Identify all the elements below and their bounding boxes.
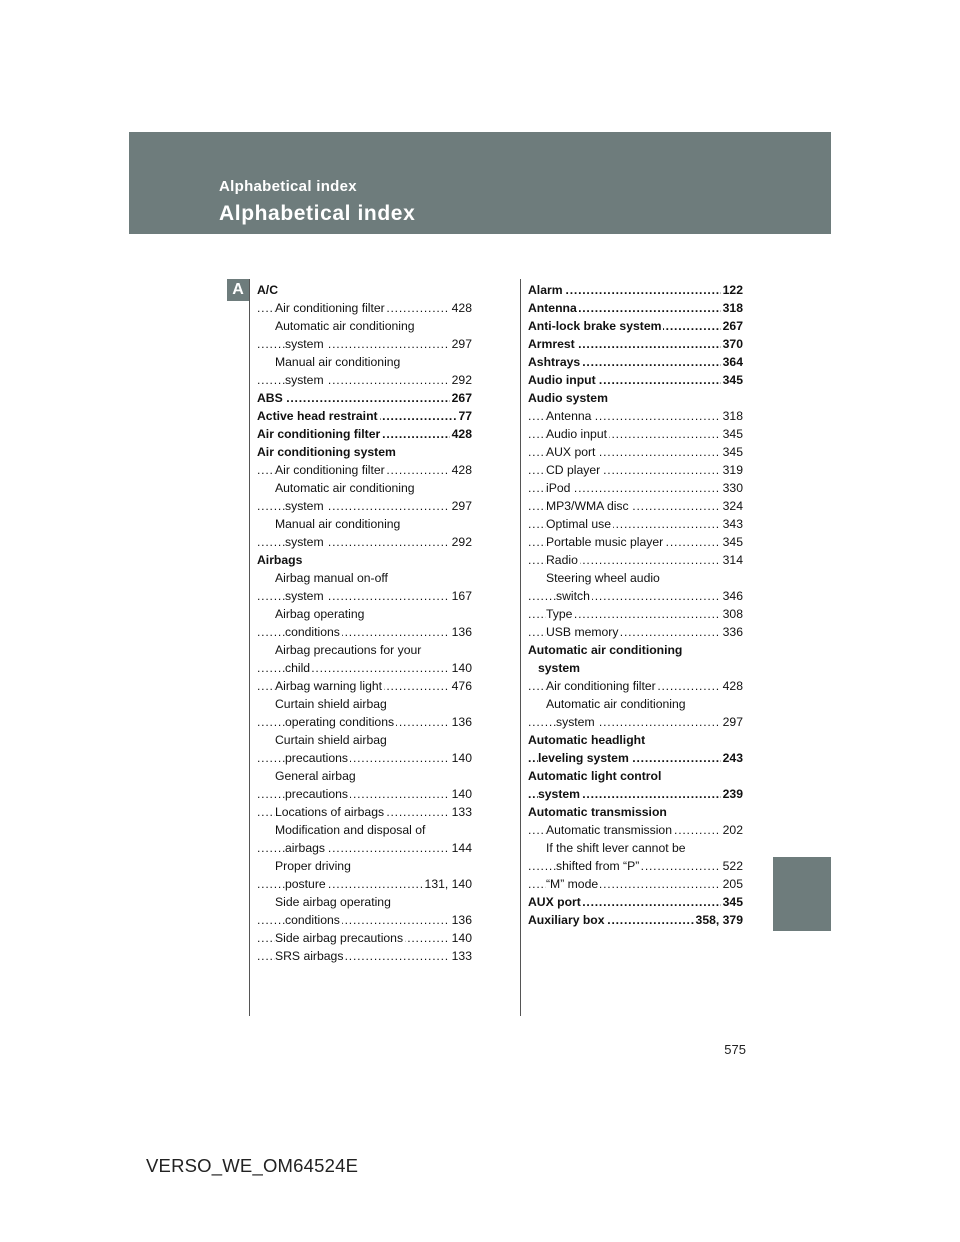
index-entry-page: 346 bbox=[722, 589, 743, 603]
index-entry-page: 133 bbox=[451, 949, 472, 963]
index-entry bbox=[528, 515, 743, 533]
index-entry-page: 144 bbox=[451, 841, 472, 855]
index-entry-label: Steering wheel audio bbox=[546, 571, 660, 585]
index-entry-label: SRS airbags bbox=[275, 949, 344, 963]
thumb-tab bbox=[773, 857, 831, 931]
index-entry-label: Modification and disposal of bbox=[275, 823, 426, 837]
index-entry-page: 336 bbox=[722, 625, 743, 639]
index-entry-label: Manual air conditioning bbox=[275, 355, 401, 369]
page-header bbox=[129, 132, 831, 234]
index-entry-label: Automatic headlight bbox=[528, 733, 646, 747]
index-entry bbox=[528, 785, 743, 803]
index-entry-label: switch bbox=[556, 589, 590, 603]
index-entry-page: 319 bbox=[722, 463, 743, 477]
index-entry-page: 136 bbox=[451, 715, 472, 729]
index-entry-page: 136 bbox=[451, 913, 472, 927]
index-entry-page: 428 bbox=[451, 427, 472, 441]
index-entry-label: Side airbag operating bbox=[275, 895, 391, 909]
index-entry-label: system bbox=[538, 787, 581, 801]
index-entry bbox=[528, 407, 743, 425]
index-entry bbox=[257, 749, 472, 767]
index-entry-label: AUX port bbox=[528, 895, 581, 909]
index-entry bbox=[528, 551, 743, 569]
index-entry-label: Portable music player bbox=[546, 535, 664, 549]
index-entry-label: precautions bbox=[285, 787, 349, 801]
index-entry bbox=[257, 893, 472, 911]
index-entry bbox=[257, 407, 472, 425]
index-entry-page: 428 bbox=[451, 301, 472, 315]
index-entry-label: leveling system bbox=[538, 751, 629, 765]
index-entry bbox=[257, 695, 472, 713]
index-entry-page: 345 bbox=[722, 373, 743, 387]
index-entry-label: AUX port bbox=[546, 445, 596, 459]
index-entry-page: 324 bbox=[722, 499, 743, 513]
index-entry bbox=[257, 731, 472, 749]
index-entry-page: 243 bbox=[722, 751, 743, 765]
index-entry-label: Armrest bbox=[528, 337, 575, 351]
index-entry-label: Automatic air conditioning bbox=[275, 481, 415, 495]
index-entry-label: A/C bbox=[257, 283, 278, 297]
index-entry-page: 205 bbox=[722, 877, 743, 891]
index-entry bbox=[257, 659, 472, 677]
index-entry bbox=[528, 857, 743, 875]
index-entry-label: Manual air conditioning bbox=[275, 517, 401, 531]
index-entry bbox=[528, 821, 743, 839]
index-entry-label: Automatic transmission bbox=[546, 823, 672, 837]
index-entry bbox=[528, 605, 743, 623]
index-entry-label: posture bbox=[285, 877, 326, 891]
index-entry-label: Automatic air conditioning bbox=[275, 319, 415, 333]
index-entry bbox=[257, 821, 472, 839]
index-entry-label: If the shift lever cannot be bbox=[546, 841, 686, 855]
index-entry-page: 136 bbox=[451, 625, 472, 639]
index-entry-label: Radio bbox=[546, 553, 578, 567]
index-entry-label: Air conditioning filter bbox=[546, 679, 656, 693]
index-entry-page: 297 bbox=[722, 715, 743, 729]
index-entry bbox=[528, 425, 743, 443]
index-entry-page: 476 bbox=[451, 679, 472, 693]
index-column-left bbox=[257, 281, 472, 965]
index-entry-label: Automatic transmission bbox=[528, 805, 667, 819]
index-entry-label: shifted from “P” bbox=[556, 859, 640, 873]
index-entry-label: Automatic air conditioning bbox=[546, 697, 686, 711]
index-entry-label: General airbag bbox=[275, 769, 356, 783]
index-entry-label: Ashtrays bbox=[528, 355, 581, 369]
index-entry bbox=[257, 785, 472, 803]
index-entry bbox=[528, 443, 743, 461]
index-entry bbox=[528, 677, 743, 695]
index-entry-label: conditions bbox=[285, 913, 340, 927]
index-entry-page: 330 bbox=[722, 481, 743, 495]
index-entry-label: Curtain shield airbag bbox=[275, 697, 387, 711]
index-entry-page: 343 bbox=[722, 517, 743, 531]
index-entry bbox=[257, 803, 472, 821]
index-entry-label: Curtain shield airbag bbox=[275, 733, 387, 747]
index-entry bbox=[257, 317, 472, 335]
index-entry bbox=[257, 857, 472, 875]
index-entry-label: system bbox=[285, 589, 324, 603]
index-entry-page: 239 bbox=[722, 787, 743, 801]
index-entry bbox=[257, 353, 472, 371]
index-entry-page: 167 bbox=[451, 589, 472, 603]
index-entry-label: Airbag warning light bbox=[275, 679, 383, 693]
index-entry-page: 318 bbox=[722, 301, 743, 315]
index-entry bbox=[528, 335, 743, 353]
index-entry bbox=[528, 803, 743, 821]
index-entry bbox=[528, 911, 743, 929]
index-entry-page: 345 bbox=[722, 445, 743, 459]
index-entry-page: 345 bbox=[722, 427, 743, 441]
index-entry-label: Air conditioning system bbox=[257, 445, 396, 459]
index-entry bbox=[257, 443, 472, 461]
index-entry bbox=[257, 875, 472, 893]
index-entry-label: Airbag operating bbox=[275, 607, 365, 621]
column-divider-left bbox=[249, 279, 250, 1016]
index-entry-page: 428 bbox=[722, 679, 743, 693]
index-entry-label: Airbags bbox=[257, 553, 303, 567]
index-entry-page: 292 bbox=[451, 535, 472, 549]
index-entry bbox=[528, 497, 743, 515]
index-entry bbox=[528, 875, 743, 893]
index-entry bbox=[257, 605, 472, 623]
index-entry-page: 140 bbox=[451, 751, 472, 765]
section-label: Alphabetical index bbox=[219, 178, 357, 195]
index-entry-page: 364 bbox=[722, 355, 743, 369]
index-entry bbox=[528, 281, 743, 299]
column-divider-right bbox=[520, 279, 521, 1016]
index-entry-label: ABS bbox=[257, 391, 283, 405]
index-entry bbox=[528, 767, 743, 785]
index-entry bbox=[257, 299, 472, 317]
index-entry bbox=[257, 569, 472, 587]
index-entry bbox=[257, 479, 472, 497]
index-entry bbox=[528, 893, 743, 911]
page-number: 575 bbox=[724, 1042, 746, 1057]
index-entry bbox=[528, 713, 743, 731]
index-entry bbox=[257, 335, 472, 353]
index-entry-page: 292 bbox=[451, 373, 472, 387]
index-entry-label: USB memory bbox=[546, 625, 619, 639]
index-entry-label: Audio input bbox=[546, 427, 607, 441]
index-letter-badge: A bbox=[227, 279, 249, 301]
index-entry-label: Auxiliary box bbox=[528, 913, 605, 927]
index-entry bbox=[257, 677, 472, 695]
index-entry bbox=[257, 551, 472, 569]
index-entry-page: 345 bbox=[722, 895, 743, 909]
index-entry-page: 428 bbox=[451, 463, 472, 477]
index-entry-label: Airbag precautions for your bbox=[275, 643, 422, 657]
index-entry bbox=[528, 623, 743, 641]
index-entry bbox=[528, 533, 743, 551]
index-entry-label: Type bbox=[546, 607, 573, 621]
index-entry bbox=[257, 497, 472, 515]
index-entry bbox=[257, 533, 472, 551]
index-entry-label: system bbox=[556, 715, 595, 729]
index-entry bbox=[257, 371, 472, 389]
index-entry-page: 202 bbox=[722, 823, 743, 837]
index-entry-label: Optimal use bbox=[546, 517, 612, 531]
index-entry bbox=[257, 461, 472, 479]
index-entry bbox=[528, 299, 743, 317]
index-entry-label: Antenna bbox=[528, 301, 577, 315]
index-entry bbox=[257, 587, 472, 605]
index-entry bbox=[528, 839, 743, 857]
index-entry-page: 140 bbox=[451, 787, 472, 801]
index-entry bbox=[257, 389, 472, 407]
index-entry-page: 131, 140 bbox=[424, 877, 472, 891]
document-code: VERSO_WE_OM64524E bbox=[146, 1155, 359, 1176]
index-entry-page: 297 bbox=[451, 337, 472, 351]
index-entry bbox=[528, 587, 743, 605]
index-entry-page: 314 bbox=[722, 553, 743, 567]
index-entry bbox=[257, 623, 472, 641]
index-entry-label: Air conditioning filter bbox=[275, 301, 385, 315]
index-entry-label: Air conditioning filter bbox=[275, 463, 385, 477]
index-entry-page: 77 bbox=[458, 409, 472, 423]
index-entry-label: “M” mode bbox=[546, 877, 599, 891]
index-entry bbox=[528, 731, 743, 749]
index-entry bbox=[257, 839, 472, 857]
index-entry bbox=[528, 479, 743, 497]
index-entry-label: Alarm bbox=[528, 283, 563, 297]
index-entry bbox=[257, 929, 472, 947]
index-entry-label: precautions bbox=[285, 751, 349, 765]
index-entry-label: Audio system bbox=[528, 391, 608, 405]
index-entry-label: Automatic air conditioning bbox=[528, 643, 683, 657]
index-entry bbox=[528, 749, 743, 767]
index-entry-label: Audio input bbox=[528, 373, 596, 387]
index-entry bbox=[257, 281, 472, 299]
index-entry bbox=[528, 659, 743, 677]
index-entry-label: Locations of airbags bbox=[275, 805, 385, 819]
index-entry-label: system bbox=[285, 535, 324, 549]
index-entry-label: Airbag manual on-off bbox=[275, 571, 388, 585]
index-entry bbox=[528, 461, 743, 479]
index-entry-label: airbags bbox=[285, 841, 325, 855]
index-entry-page: 267 bbox=[451, 391, 472, 405]
index-entry-page: 522 bbox=[722, 859, 743, 873]
index-entry-label: Antenna bbox=[546, 409, 592, 423]
index-entry-page: 345 bbox=[722, 535, 743, 549]
index-entry-page: 308 bbox=[722, 607, 743, 621]
index-entry-label: system bbox=[285, 337, 324, 351]
index-entry bbox=[528, 389, 743, 407]
index-entry-page: 140 bbox=[451, 661, 472, 675]
index-column-right bbox=[528, 281, 743, 929]
index-entry bbox=[257, 713, 472, 731]
index-entry-label: conditions bbox=[285, 625, 340, 639]
index-entry-label: child bbox=[285, 661, 311, 675]
index-entry bbox=[257, 767, 472, 785]
index-entry bbox=[257, 515, 472, 533]
index-entry bbox=[257, 425, 472, 443]
index-entry-label: Air conditioning filter bbox=[257, 427, 381, 441]
index-entry-page: 133 bbox=[451, 805, 472, 819]
index-entry-page: 358, 379 bbox=[695, 913, 743, 927]
index-entry bbox=[528, 353, 743, 371]
index-entry-label: system bbox=[285, 373, 324, 387]
index-entry bbox=[257, 947, 472, 965]
index-entry bbox=[528, 317, 743, 335]
index-entry-label: Active head restraint bbox=[257, 409, 378, 423]
index-entry bbox=[528, 371, 743, 389]
index-entry-label: MP3/WMA disc bbox=[546, 499, 629, 513]
index-entry-label: CD player bbox=[546, 463, 601, 477]
index-entry-page: 370 bbox=[722, 337, 743, 351]
index-entry-page: 297 bbox=[451, 499, 472, 513]
index-entry bbox=[528, 641, 743, 659]
index-entry-label: system bbox=[538, 661, 581, 675]
index-entry-page: 267 bbox=[722, 319, 743, 333]
index-entry bbox=[528, 695, 743, 713]
index-entry-label: Automatic light control bbox=[528, 769, 662, 783]
index-entry bbox=[257, 911, 472, 929]
index-entry-page: 122 bbox=[722, 283, 743, 297]
index-entry-label: Anti-lock brake system bbox=[528, 319, 662, 333]
index-entry-label: operating conditions bbox=[285, 715, 395, 729]
index-entry-label: iPod bbox=[546, 481, 571, 495]
index-entry-label: Side airbag precautions bbox=[275, 931, 404, 945]
page-title: Alphabetical index bbox=[219, 202, 416, 225]
index-entry-page: 140 bbox=[451, 931, 472, 945]
index-entry bbox=[528, 569, 743, 587]
index-entry-label: Proper driving bbox=[275, 859, 351, 873]
index-entry-page: 318 bbox=[722, 409, 743, 423]
index-entry bbox=[257, 641, 472, 659]
index-entry-label: system bbox=[285, 499, 324, 513]
